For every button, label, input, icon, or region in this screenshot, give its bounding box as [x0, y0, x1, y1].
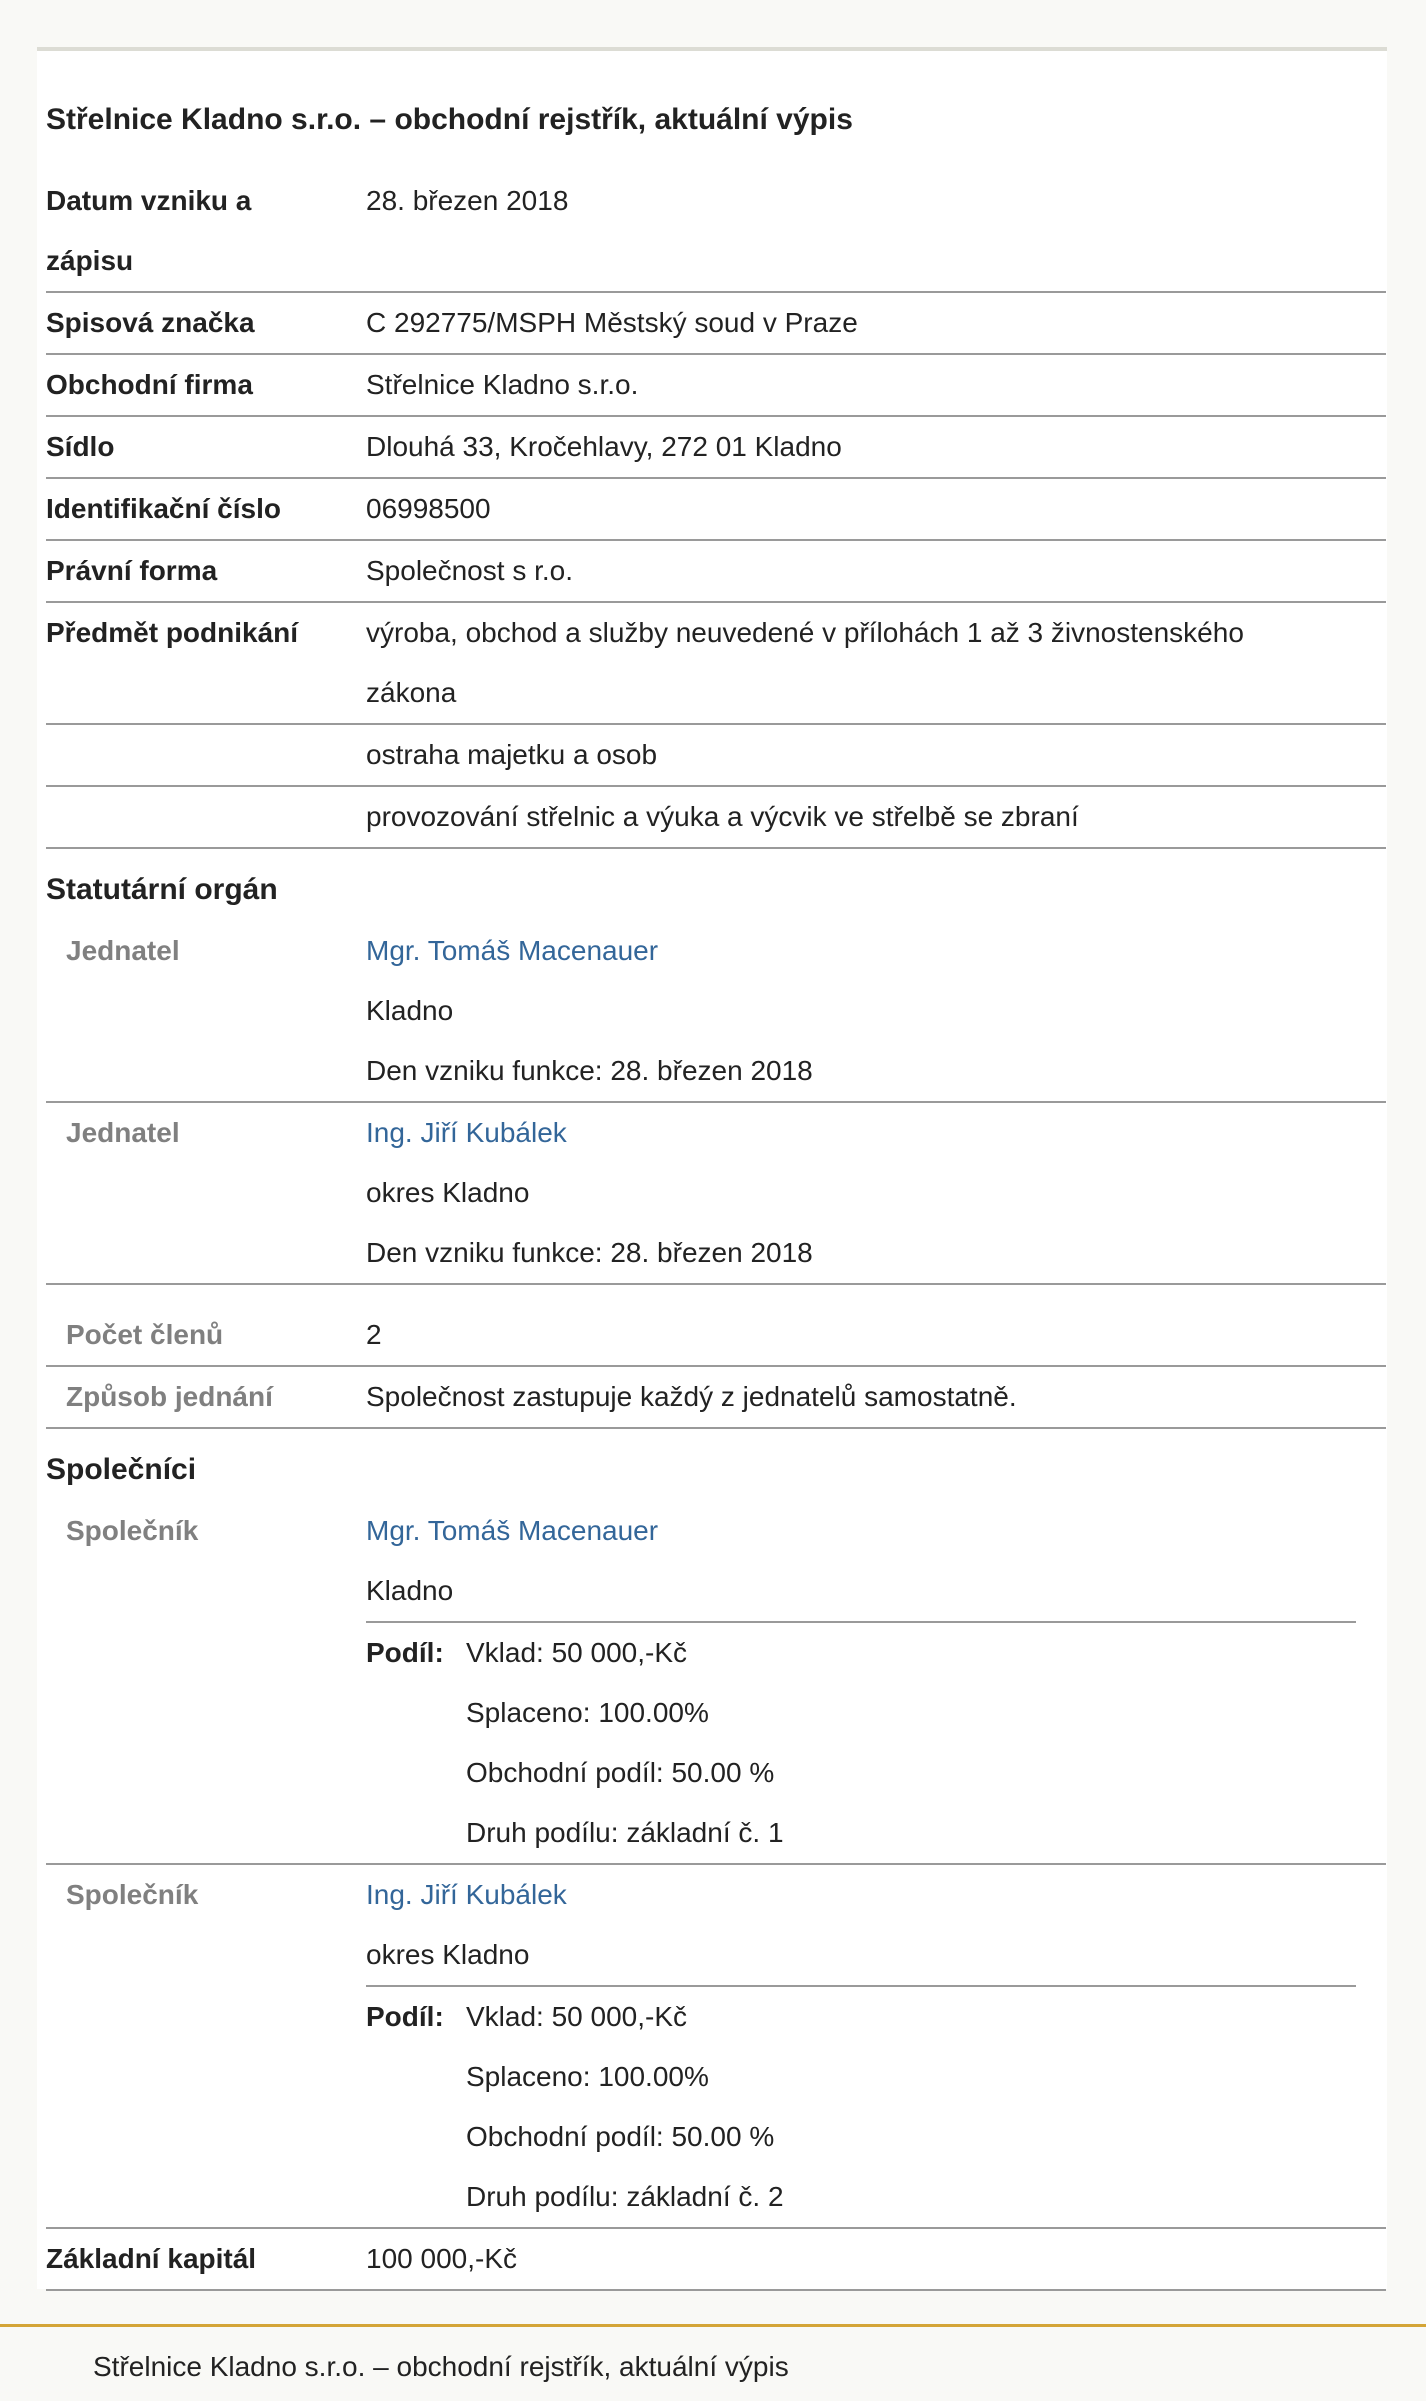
jednatel-entry-2 [46, 1103, 1386, 1285]
spolecnik-entry-2 [46, 1865, 1386, 2229]
person-place: okres Kladno [366, 1939, 530, 1970]
label-sidlo: Sídlo [46, 431, 115, 462]
value-line: výroba, obchod a služby neuvedené v přílohách 1 až 3 živnostenského [366, 617, 1244, 648]
druh-podilu: Druh podílu: základní č. 1 [466, 1817, 784, 1848]
row-zpusob-jednani [46, 1367, 1386, 1429]
jednatel-entry-1 [46, 921, 1386, 1103]
obchodni-podil: Obchodní podíl: 50.00 % [466, 2121, 775, 2152]
value-pocet-clenu: 2 [366, 1319, 382, 1350]
row-datum-vzniku [46, 171, 1386, 293]
row-sidlo [46, 417, 1386, 479]
person-place: Kladno [366, 1575, 454, 1606]
person-link[interactable]: Mgr. Tomáš Macenauer [366, 1515, 659, 1546]
role-label: Společník [66, 1879, 199, 1910]
person-place: okres Kladno [366, 1177, 530, 1208]
value-obchodni-firma: Střelnice Kladno s.r.o. [366, 369, 639, 400]
person-place: Kladno [366, 995, 454, 1026]
obchodni-podil: Obchodní podíl: 50.00 % [466, 1757, 775, 1788]
value-predmet-1 [366, 603, 1386, 723]
person-link[interactable]: Ing. Jiří Kubálek [366, 1117, 567, 1148]
label-spisova-znacka: Spisová značka [46, 307, 255, 338]
label-zakladni-kapital: Základní kapitál [46, 2243, 257, 2274]
podil-label: Podíl: [366, 2001, 444, 2032]
vklad: Vklad: 50 000,-Kč [466, 2001, 688, 2032]
label-line: Datum vzniku a [46, 185, 252, 216]
value-pravni-forma: Společnost s r.o. [366, 555, 574, 586]
registry-content [46, 51, 1386, 2291]
spolecnik-details [366, 1865, 1386, 2227]
value-zakladni-kapital: 100 000,-Kč [366, 2243, 517, 2274]
page-title: Střelnice Kladno s.r.o. – obchodní rejstřík, aktuální výpis [46, 103, 853, 136]
label-pocet-clenu: Počet členů [66, 1319, 224, 1350]
spolecnik-details [366, 1501, 1386, 1863]
label-obchodni-firma: Obchodní firma [46, 369, 253, 400]
section-spolecnici: Společníci [46, 1453, 197, 1486]
row-predmet-2 [46, 725, 1386, 787]
podil-label: Podíl: [366, 1637, 444, 1668]
value-datum-vzniku: 28. březen 2018 [366, 185, 569, 216]
footer-text: Střelnice Kladno s.r.o. – obchodní rejstřík, aktuální výpis [93, 2351, 789, 2382]
row-obchodni-firma [46, 355, 1386, 417]
value-sidlo: Dlouhá 33, Kročehlavy, 272 01 Kladno [366, 431, 842, 462]
value-predmet-3: provozování střelnic a výuka a výcvik ve střelbě se zbraní [366, 801, 1079, 832]
role-label: Společník [66, 1515, 199, 1546]
row-spisova-znacka [46, 293, 1386, 355]
label-zpusob-jednani: Způsob jednání [66, 1381, 273, 1412]
row-ico [46, 479, 1386, 541]
role-label: Jednatel [66, 935, 180, 966]
row-zakladni-kapital [46, 2229, 1386, 2291]
label-predmet-podnikani: Předmět podnikání [46, 617, 299, 648]
value-spisova-znacka: C 292775/MSPH Městský soud v Praze [366, 307, 858, 338]
jednatel-details [366, 921, 1386, 1101]
druh-podilu: Druh podílu: základní č. 2 [466, 2181, 784, 2212]
value-zpusob-jednani: Společnost zastupuje každý z jednatelů samostatně. [366, 1381, 1017, 1412]
podil-block [366, 1985, 1356, 2227]
splaceno: Splaceno: 100.00% [466, 1697, 709, 1728]
person-link[interactable]: Mgr. Tomáš Macenauer [366, 935, 659, 966]
label-empty [46, 787, 366, 847]
row-pravni-forma [46, 541, 1386, 603]
spolecnik-entry-1 [46, 1501, 1386, 1865]
value-predmet-2: ostraha majetku a osob [366, 739, 658, 770]
registry-card [37, 47, 1387, 2289]
podil-values [466, 1623, 784, 1863]
role-label: Jednatel [66, 1117, 180, 1148]
person-link[interactable]: Ing. Jiří Kubálek [366, 1879, 567, 1910]
function-since: Den vzniku funkce: 28. březen 2018 [366, 1237, 813, 1268]
label-empty [46, 725, 366, 785]
splaceno: Splaceno: 100.00% [466, 2061, 709, 2092]
value-ico: 06998500 [366, 493, 491, 524]
value-line: zákona [366, 677, 457, 708]
label-line: zápisu [46, 245, 134, 276]
section-statutarni-organ: Statutární orgán [46, 873, 278, 906]
podil-block [366, 1621, 1356, 1863]
label-pravni-forma: Právní forma [46, 555, 218, 586]
page-footer [0, 2324, 1426, 2401]
vklad: Vklad: 50 000,-Kč [466, 1637, 688, 1668]
label-ico: Identifikační číslo [46, 493, 281, 524]
row-predmet-1 [46, 603, 1386, 725]
row-pocet-clenu [46, 1305, 1386, 1367]
label-datum-vzniku [46, 171, 366, 291]
row-predmet-3 [46, 787, 1386, 849]
jednatel-details [366, 1103, 1386, 1283]
function-since: Den vzniku funkce: 28. březen 2018 [366, 1055, 813, 1086]
podil-values [466, 1987, 784, 2227]
